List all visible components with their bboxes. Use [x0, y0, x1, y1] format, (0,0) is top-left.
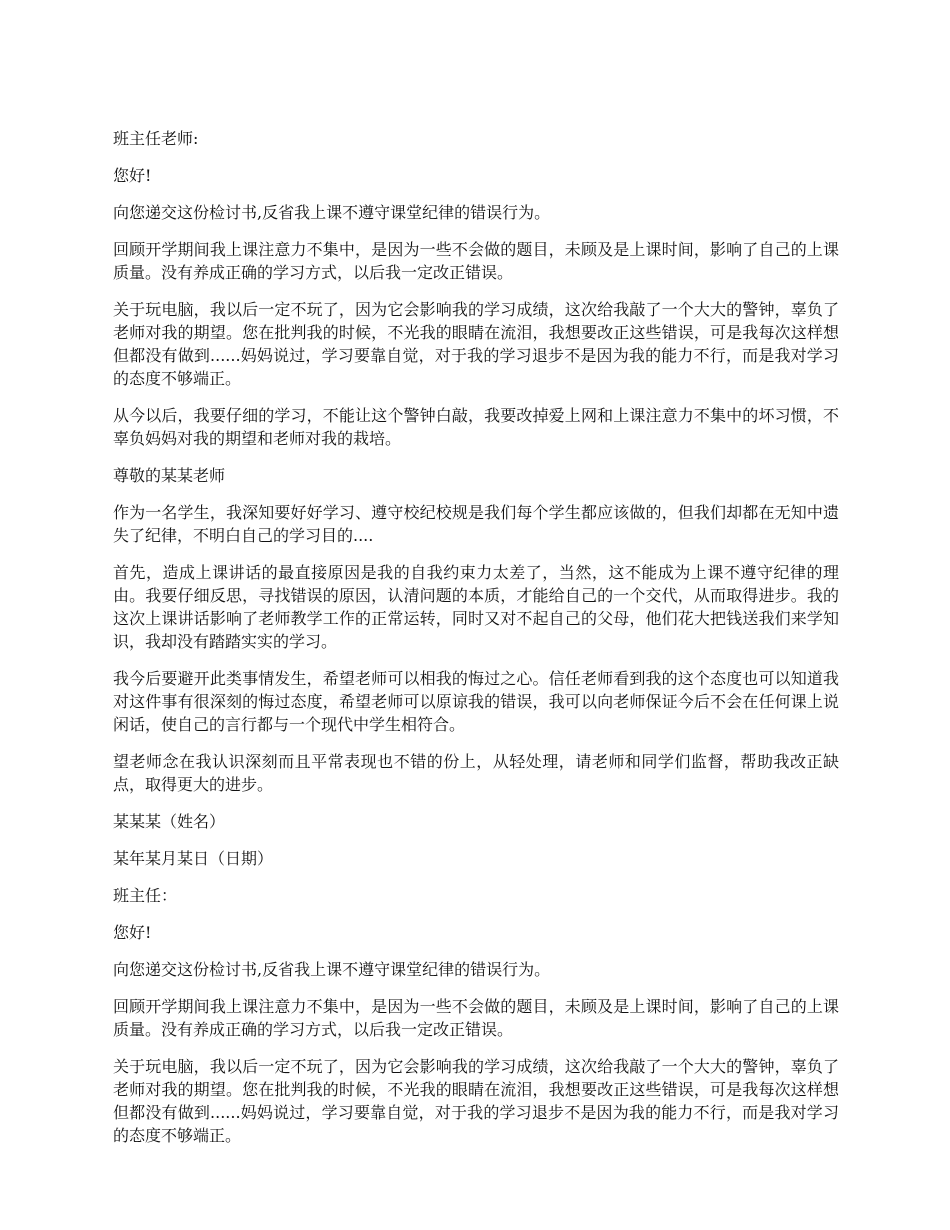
paragraph: 回顾开学期间我上课注意力不集中，是因为一些不会做的题目，未顾及是上课时间，影响了自己的上课质量。没有养成正确的学习方式，以后我一定改正错误。 — [113, 997, 839, 1039]
paragraph: 向您递交这份检讨书,反省我上课不遵守课堂纪律的错误行为。 — [113, 203, 551, 222]
paragraph: 向您递交这份检讨书,反省我上课不遵守课堂纪律的错误行为。 — [113, 960, 551, 979]
paragraph: 关于玩电脑，我以后一定不玩了，因为它会影响我的学习成绩，这次给我敲了一个大大的警钟，辜负了老师对我的期望。您在批判我的时候，不光我的眼睛在流泪，我想要改正这些错误，可是我每次这样想但都没有做到......妈妈说过，学习要靠自觉，对于我的学习退步不是因为我的能力不行，而是我对学习的态度不够端正。 — [113, 1057, 839, 1145]
greeting: 您好! — [113, 923, 152, 942]
paragraph: 望老师念在我认识深刻而且平常表现也不错的份上，从轻处理，请老师和同学们监督，帮助我改正缺点，取得更大的进步。 — [113, 752, 839, 794]
greeting: 您好! — [113, 166, 152, 185]
paragraph: 回顾开学期间我上课注意力不集中，是因为一些不会做的题目，未顾及是上课时间，影响了自己的上课质量。没有养成正确的学习方式，以后我一定改正错误。 — [113, 240, 839, 282]
paragraph: 作为一名学生，我深知要好好学习、遵守校纪校规是我们每个学生都应该做的，但我们却都在无知中遗失了纪律，不明白自己的学习目的.... — [113, 503, 839, 545]
signature-date: 某年某月某日（日期） — [113, 849, 274, 868]
section-salutation: 尊敬的某某老师 — [113, 466, 226, 485]
document-page — [113, 127, 839, 1161]
paragraph: 从今以后，我要仔细的学习，不能让这个警钟白敲，我要改掉爱上网和上课注意力不集中的坏习惯，不辜负妈妈对我的期望和老师对我的栽培。 — [113, 406, 839, 448]
paragraph: 我今后要避开此类事情发生，希望老师可以相我的悔过之心。信任老师看到我的这个态度也可以知道我对这件事有很深刻的悔过态度，希望老师可以原谅我的错误，我可以向老师保证今后不会在任何课上说闲话，使自己的言行都与一个现代中学生相符合。 — [113, 669, 839, 734]
salutation: 班主任老师: — [113, 129, 199, 148]
signature-name: 某某某（姓名） — [113, 812, 226, 831]
paragraph: 首先，造成上课讲话的最直接原因是我的自我约束力太差了，当然，这不能成为上课不遵守纪律的理由。我要仔细反思，寻找错误的原因，认清问题的本质，才能给自己的一个交代，从而取得进步。我的这次上课讲话影响了老师教学工作的正常运转，同时又对不起自己的父母，他们花大把钱送我们来学知识，我却没有踏踏实实的学习。 — [113, 563, 839, 651]
salutation: 班主任： — [113, 886, 178, 905]
paragraph: 关于玩电脑，我以后一定不玩了，因为它会影响我的学习成绩，这次给我敲了一个大大的警钟，辜负了老师对我的期望。您在批判我的时候，不光我的眼睛在流泪，我想要改正这些错误，可是我每次这样想但都没有做到......妈妈说过，学习要靠自觉，对于我的学习退步不是因为我的能力不行，而是我对学习的态度不够端正。 — [113, 300, 839, 388]
